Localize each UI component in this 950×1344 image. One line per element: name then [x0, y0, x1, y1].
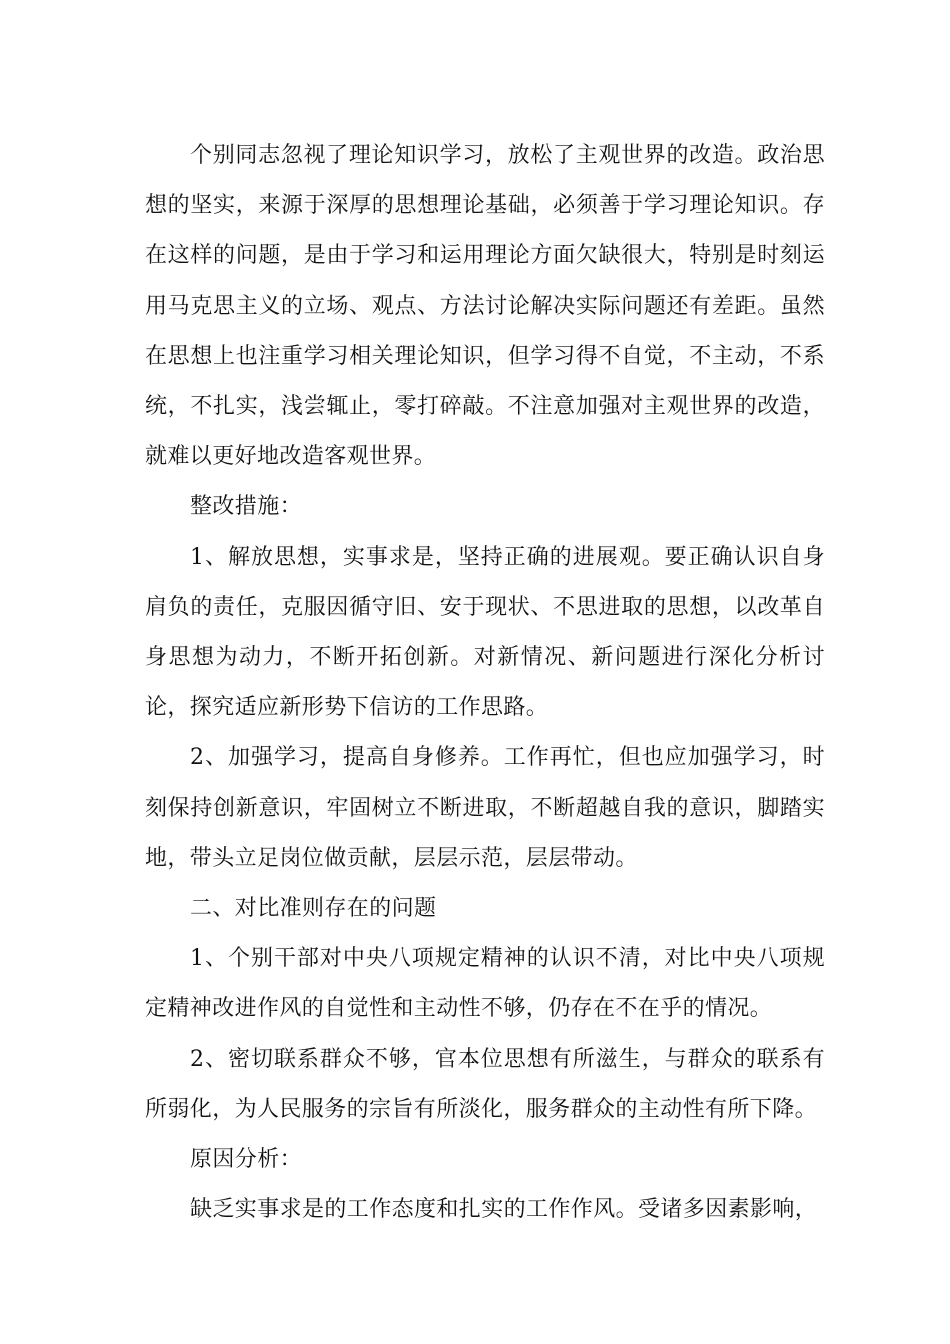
heading-rectification-measures: 整改措施：	[190, 494, 303, 520]
paragraph-theory-study: 个别同志忽视了理论知识学习，放松了主观世界的改造。政治思想的坚实，来源于深厚的思想理论基础，必须善于学习理论知识。存在这样的问题，是由于学习和运用理论方面欠缺很大，特别是时刻运用马克思主义的立场、观点、方法讨论解决实际问题还有差距。虽然在思想上也注重学习相关理论知识，但学习得不自觉，不主动，不系统，不扎实，浅尝辄止，零打碎敲。不注意加强对主观世界的改造，就难以更好地改造客观世界。	[145, 143, 825, 470]
heading-section-two: 二、对比准则存在的问题	[190, 896, 437, 922]
paragraph-problem-2: 2、密切联系群众不够，官本位思想有所滋生，与群众的联系有所弱化，为人民服务的宗旨有所淡化，服务群众的主动性有所下降。	[145, 1046, 825, 1122]
paragraph-measure-2: 2、加强学习，提高自身修养。工作再忙，但也应加强学习，时刻保持创新意识，牢固树立不断进取，不断超越自我的意识，脚踏实地，带头立足岗位做贡献，层层示范，层层带动。	[145, 745, 825, 871]
paragraph-measure-1: 1、解放思想，实事求是，坚持正确的进展观。要正确认识自身肩负的责任，克服因循守旧、安于现状、不思进取的思想，以改革自身思想为动力，不断开拓创新。对新情况、新问题进行深化分析讨论，探究适应新形势下信访的工作思路。	[145, 544, 825, 721]
document-body	[145, 131, 825, 1235]
heading-cause-analysis: 原因分析：	[190, 1147, 303, 1173]
paragraph-cause-1: 缺乏实事求是的工作态度和扎实的工作作风。受诸多因素影响，	[190, 1197, 818, 1223]
paragraph-problem-1: 1、个别干部对中央八项规定精神的认识不清，对比中央八项规定精神改进作风的自觉性和主动性不够，仍存在不在乎的情况。	[145, 946, 825, 1022]
